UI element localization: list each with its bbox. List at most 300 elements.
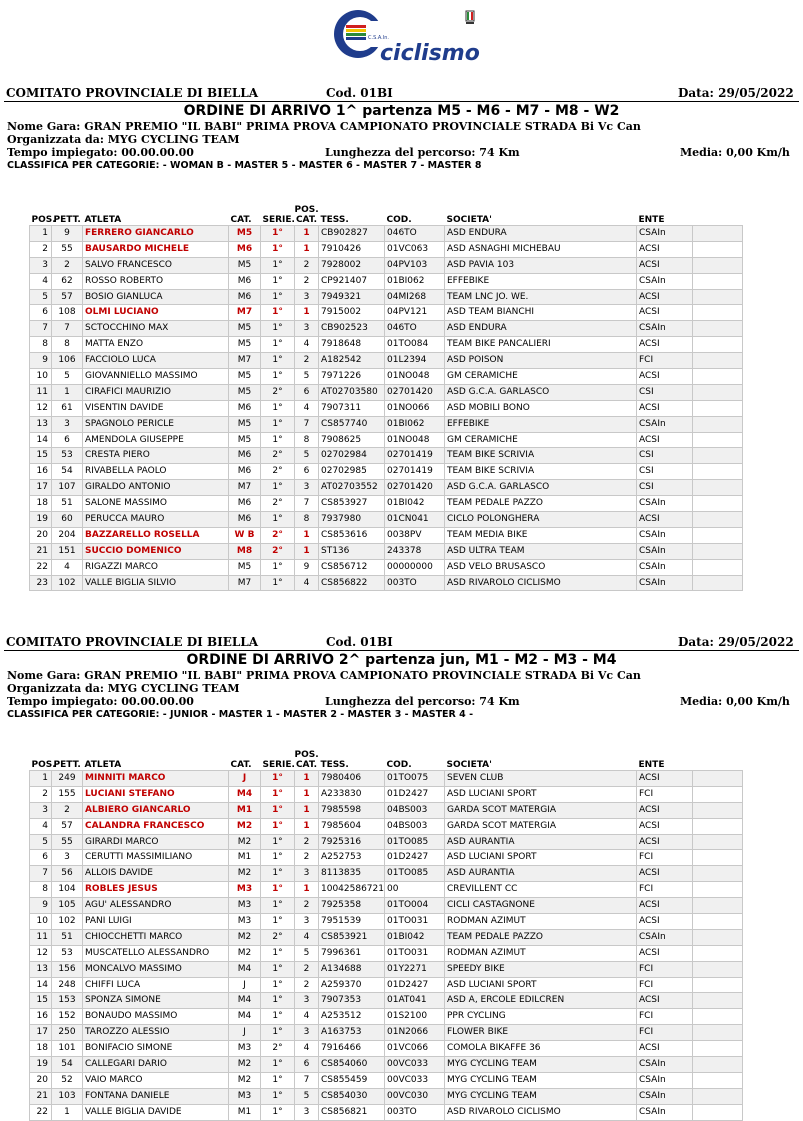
team-code: 02701419 — [385, 464, 445, 480]
cod-header: COD. — [386, 760, 412, 770]
position: 4 — [30, 818, 52, 834]
athlete-name: MONCALVO MASSIMO — [83, 961, 229, 977]
position: 15 — [30, 993, 52, 1009]
table-row — [30, 882, 743, 898]
committee-name: COMITATO PROVINCIALE DI BIELLA — [6, 86, 259, 100]
athlete-name: LUCIANI STEFANO — [83, 786, 229, 802]
category: M5 — [229, 559, 261, 575]
entity: CSAIn — [637, 416, 693, 432]
time-elapsed: Tempo impiegato: 00.00.00.00 — [7, 695, 194, 708]
entity: FCI — [637, 961, 693, 977]
entity: ACSI — [637, 337, 693, 353]
category: M2 — [229, 818, 261, 834]
category: M6 — [229, 289, 261, 305]
category: M3 — [229, 882, 261, 898]
bib-number: 5 — [52, 369, 83, 385]
athlete-name: VALLE BIGLIA SILVIO — [83, 575, 229, 591]
team-code: 01TO085 — [385, 866, 445, 882]
license-number: CB902827 — [319, 226, 385, 242]
team-name: ASD ULTRA TEAM — [445, 543, 637, 559]
table-row — [30, 914, 743, 930]
entity: ACSI — [637, 257, 693, 273]
entity: CSAIn — [637, 496, 693, 512]
entity: CSAIn — [637, 1104, 693, 1120]
table-row — [30, 993, 743, 1009]
race-stats — [0, 695, 803, 708]
athlete-name: RIVABELLA PAOLO — [83, 464, 229, 480]
series: 1° — [261, 914, 295, 930]
entity: CSAIn — [637, 1072, 693, 1088]
category-position: 1 — [295, 226, 319, 242]
license-number: 10042586721 — [319, 882, 385, 898]
category-position: 2 — [295, 961, 319, 977]
position: 19 — [30, 1057, 52, 1073]
category: M7 — [229, 575, 261, 591]
bib-number: 108 — [52, 305, 83, 321]
athlete-name: MATTA ENZO — [83, 337, 229, 353]
position: 23 — [30, 575, 52, 591]
bib-number: 151 — [52, 543, 83, 559]
category-position: 6 — [295, 1057, 319, 1073]
entity: FCI — [637, 882, 693, 898]
table-row — [30, 400, 743, 416]
spacer-cell — [693, 1072, 743, 1088]
spacer-cell — [693, 1025, 743, 1041]
category-position: 5 — [295, 1088, 319, 1104]
entity: ACSI — [637, 1041, 693, 1057]
entity: CSAIn — [637, 527, 693, 543]
athlete-name: RIGAZZI MARCO — [83, 559, 229, 575]
team-name: CICLI CASTAGNONE — [445, 898, 637, 914]
category: M4 — [229, 1009, 261, 1025]
spacer-cell — [693, 961, 743, 977]
bib-number: 102 — [52, 575, 83, 591]
position: 5 — [30, 289, 52, 305]
pett-header: PETT. — [53, 760, 81, 770]
category-position: 1 — [295, 882, 319, 898]
team-code: 04BS003 — [385, 802, 445, 818]
bib-number: 152 — [52, 1009, 83, 1025]
category: M7 — [229, 305, 261, 321]
team-name: GARDA SCOT MATERGIA — [445, 818, 637, 834]
series: 1° — [261, 802, 295, 818]
category: M4 — [229, 961, 261, 977]
table-row — [30, 575, 743, 591]
athlete-name: FERRERO GIANCARLO — [83, 226, 229, 242]
race-date: Data: 29/05/2022 — [678, 635, 794, 649]
category-position: 5 — [295, 945, 319, 961]
category: M5 — [229, 337, 261, 353]
table-row — [30, 1025, 743, 1041]
series: 1° — [261, 353, 295, 369]
position: 3 — [30, 802, 52, 818]
team-code: 00VC033 — [385, 1057, 445, 1073]
position: 13 — [30, 961, 52, 977]
category: M2 — [229, 1057, 261, 1073]
spacer-cell — [693, 273, 743, 289]
bib-number: 60 — [52, 512, 83, 528]
results-table-2 — [29, 746, 743, 1121]
spacer-cell — [693, 241, 743, 257]
table-row — [30, 289, 743, 305]
team-code: 01N2066 — [385, 1025, 445, 1041]
table-row — [30, 543, 743, 559]
spacer-cell — [693, 929, 743, 945]
team-code: 01TO075 — [385, 771, 445, 787]
category-position: 8 — [295, 512, 319, 528]
position: 11 — [30, 384, 52, 400]
team-name: CICLO POLONGHERA — [445, 512, 637, 528]
series: 1° — [261, 1104, 295, 1120]
category-position: 1 — [295, 543, 319, 559]
team-name: ASD PAVIA 103 — [445, 257, 637, 273]
team-name: EFFEBIKE — [445, 416, 637, 432]
bib-number: 106 — [52, 353, 83, 369]
category: M8 — [229, 543, 261, 559]
spacer-cell — [693, 480, 743, 496]
table-row — [30, 273, 743, 289]
team-name: ASD G.C.A. GARLASCO — [445, 384, 637, 400]
athlete-name: BONAUDO MASSIMO — [83, 1009, 229, 1025]
series: 1° — [261, 898, 295, 914]
team-name: ASD LUCIANI SPORT — [445, 850, 637, 866]
category: M3 — [229, 914, 261, 930]
cat-header: CAT. — [230, 215, 252, 225]
athlete-name: FONTANA DANIELE — [83, 1088, 229, 1104]
athlete-name: SUCCIO DOMENICO — [83, 543, 229, 559]
team-code: 01TO085 — [385, 834, 445, 850]
serie-header: SERIE. — [262, 215, 295, 225]
series: 1° — [261, 512, 295, 528]
license-number: 7915002 — [319, 305, 385, 321]
category: M7 — [229, 353, 261, 369]
team-code: 00 — [385, 882, 445, 898]
entity: CSAIn — [637, 575, 693, 591]
spacer-cell — [693, 914, 743, 930]
table-row — [30, 384, 743, 400]
team-code: 01AT041 — [385, 993, 445, 1009]
license-number: 7937980 — [319, 512, 385, 528]
license-number: A252753 — [319, 850, 385, 866]
category-position: 1 — [295, 786, 319, 802]
category: M3 — [229, 1041, 261, 1057]
entity: FCI — [637, 1009, 693, 1025]
team-name: ASD RIVAROLO CICLISMO — [445, 1104, 637, 1120]
team-code: 046TO — [385, 321, 445, 337]
series: 1° — [261, 369, 295, 385]
entity: ACSI — [637, 305, 693, 321]
spacer-cell — [693, 369, 743, 385]
spacer-cell — [693, 226, 743, 242]
team-code: 01BI062 — [385, 273, 445, 289]
bib-number: 2 — [52, 257, 83, 273]
athlete-name: MUSCATELLO ALESSANDRO — [83, 945, 229, 961]
team-name: ASD VELO BRUSASCO — [445, 559, 637, 575]
table-header-row — [30, 201, 743, 226]
category-position: 4 — [295, 400, 319, 416]
team-code: 01D2427 — [385, 850, 445, 866]
pos-header: POS. — [31, 760, 56, 770]
category-position: 8 — [295, 432, 319, 448]
bib-number: 61 — [52, 400, 83, 416]
category-position: 4 — [295, 929, 319, 945]
category: M5 — [229, 416, 261, 432]
series: 1° — [261, 1025, 295, 1041]
license-number: 7985604 — [319, 818, 385, 834]
category: M1 — [229, 1104, 261, 1120]
time-elapsed: Tempo impiegato: 00.00.00.00 — [7, 146, 194, 159]
license-number: CS854060 — [319, 1057, 385, 1073]
csain-ciclismo-logo — [330, 8, 480, 64]
series: 1° — [261, 321, 295, 337]
series: 1° — [261, 273, 295, 289]
team-code: 02701419 — [385, 448, 445, 464]
position: 12 — [30, 400, 52, 416]
bib-number: 2 — [52, 802, 83, 818]
team-name: TEAM PEDALE PAZZO — [445, 496, 637, 512]
spacer-cell — [693, 977, 743, 993]
bib-number: 156 — [52, 961, 83, 977]
spacer-cell — [693, 337, 743, 353]
team-code: 04PV103 — [385, 257, 445, 273]
position: 8 — [30, 337, 52, 353]
athlete-name: TAROZZO ALESSIO — [83, 1025, 229, 1041]
team-name: ASD LUCIANI SPORT — [445, 786, 637, 802]
series: 1° — [261, 400, 295, 416]
series: 1° — [261, 1057, 295, 1073]
position: 6 — [30, 850, 52, 866]
entity: CSAIn — [637, 929, 693, 945]
position: 9 — [30, 898, 52, 914]
category: M3 — [229, 898, 261, 914]
category-position: 3 — [295, 289, 319, 305]
category-position: 3 — [295, 993, 319, 1009]
team-name: TEAM BIKE SCRIVIA — [445, 448, 637, 464]
athlete-name: PANI LUIGI — [83, 914, 229, 930]
position: 12 — [30, 945, 52, 961]
position: 3 — [30, 257, 52, 273]
team-name: ASD TEAM BIANCHI — [445, 305, 637, 321]
category: M7 — [229, 480, 261, 496]
entity: CSAIn — [637, 559, 693, 575]
position: 7 — [30, 866, 52, 882]
table-row — [30, 802, 743, 818]
average-speed: Media: 0,00 Km/h — [680, 695, 790, 708]
position: 21 — [30, 1088, 52, 1104]
license-number: 7949321 — [319, 289, 385, 305]
entity: ACSI — [637, 866, 693, 882]
license-number: A134688 — [319, 961, 385, 977]
cat-header: CAT. — [230, 760, 252, 770]
license-number: 7918648 — [319, 337, 385, 353]
athlete-name: VALLE BIGLIA DAVIDE — [83, 1104, 229, 1120]
bib-number: 54 — [52, 464, 83, 480]
table-row — [30, 1041, 743, 1057]
entity: FCI — [637, 786, 693, 802]
spacer-header — [693, 746, 743, 771]
category: M3 — [229, 1088, 261, 1104]
series: 1° — [261, 289, 295, 305]
category: M5 — [229, 321, 261, 337]
athlete-name: GIRALDO ANTONIO — [83, 480, 229, 496]
spacer-cell — [693, 305, 743, 321]
category: M6 — [229, 496, 261, 512]
team-name: ASD ENDURA — [445, 321, 637, 337]
table-row — [30, 1009, 743, 1025]
series: 1° — [261, 432, 295, 448]
license-number: CS853616 — [319, 527, 385, 543]
spacer-cell — [693, 559, 743, 575]
category: J — [229, 771, 261, 787]
bib-number: 57 — [52, 818, 83, 834]
bib-number: 155 — [52, 786, 83, 802]
position: 18 — [30, 1041, 52, 1057]
series: 2° — [261, 543, 295, 559]
team-code: 01L2394 — [385, 353, 445, 369]
position: 2 — [30, 786, 52, 802]
team-name: GM CERAMICHE — [445, 369, 637, 385]
position: 8 — [30, 882, 52, 898]
spacer-cell — [693, 1104, 743, 1120]
cod-header: COD. — [386, 215, 412, 225]
spacer-cell — [693, 400, 743, 416]
bib-number: 248 — [52, 977, 83, 993]
license-number: 7996361 — [319, 945, 385, 961]
athlete-name: CALLEGARI DARIO — [83, 1057, 229, 1073]
license-number: 7907311 — [319, 400, 385, 416]
category-position: 1 — [295, 241, 319, 257]
results-title: ORDINE DI ARRIVO 1^ partenza M5 - M6 - M7 - M8 - W2 — [183, 103, 620, 119]
spacer-cell — [693, 1057, 743, 1073]
series: 1° — [261, 977, 295, 993]
series: 1° — [261, 771, 295, 787]
table-row — [30, 305, 743, 321]
societa-header: SOCIETA' — [446, 215, 492, 225]
category-list: CLASSIFICA PER CATEGORIE: - WOMAN B - MASTER 5 - MASTER 6 - MASTER 7 - MASTER 8 — [7, 160, 482, 171]
tess-header: TESS. — [320, 215, 349, 225]
team-code: 01TO031 — [385, 914, 445, 930]
entity: CSI — [637, 384, 693, 400]
license-number: A182542 — [319, 353, 385, 369]
section-header — [4, 86, 799, 102]
team-name: GARDA SCOT MATERGIA — [445, 802, 637, 818]
athlete-name: VAIO MARCO — [83, 1072, 229, 1088]
table-row — [30, 448, 743, 464]
license-number: CS856712 — [319, 559, 385, 575]
team-name: FLOWER BIKE — [445, 1025, 637, 1041]
bib-number: 56 — [52, 866, 83, 882]
team-name: TEAM MEDIA BIKE — [445, 527, 637, 543]
license-number: A233830 — [319, 786, 385, 802]
team-name: ASD AURANTIA — [445, 834, 637, 850]
entity: CSI — [637, 448, 693, 464]
athlete-name: AMENDOLA GIUSEPPE — [83, 432, 229, 448]
spacer-cell — [693, 771, 743, 787]
spacer-cell — [693, 993, 743, 1009]
category: M5 — [229, 257, 261, 273]
bib-number: 4 — [52, 559, 83, 575]
race-date: Data: 29/05/2022 — [678, 86, 794, 100]
category-position: 1 — [295, 527, 319, 543]
team-code: 04MI268 — [385, 289, 445, 305]
license-number: 7951539 — [319, 914, 385, 930]
table-row — [30, 786, 743, 802]
athlete-name: OLMI LUCIANO — [83, 305, 229, 321]
bib-number: 53 — [52, 945, 83, 961]
bib-number: 54 — [52, 1057, 83, 1073]
category-position: 9 — [295, 559, 319, 575]
series: 1° — [261, 961, 295, 977]
bib-number: 250 — [52, 1025, 83, 1041]
team-name: ASD AURANTIA — [445, 866, 637, 882]
entity: ACSI — [637, 834, 693, 850]
entity: ACSI — [637, 241, 693, 257]
license-number: CS853927 — [319, 496, 385, 512]
spacer-cell — [693, 882, 743, 898]
position: 11 — [30, 929, 52, 945]
spacer-cell — [693, 786, 743, 802]
category: M2 — [229, 834, 261, 850]
category: M6 — [229, 273, 261, 289]
team-name: PPR CYCLING — [445, 1009, 637, 1025]
license-number: CS853921 — [319, 929, 385, 945]
spacer-cell — [693, 496, 743, 512]
entity: ACSI — [637, 802, 693, 818]
athlete-name: BAUSARDO MICHELE — [83, 241, 229, 257]
team-code: 046TO — [385, 226, 445, 242]
spacer-cell — [693, 850, 743, 866]
spacer-cell — [693, 384, 743, 400]
license-number: 8113835 — [319, 866, 385, 882]
category: M5 — [229, 432, 261, 448]
series: 1° — [261, 786, 295, 802]
category-list: CLASSIFICA PER CATEGORIE: - JUNIOR - MASTER 1 - MASTER 2 - MASTER 3 - MASTER 4 - — [7, 709, 474, 720]
entity: FCI — [637, 977, 693, 993]
table-row — [30, 771, 743, 787]
license-number: 7907353 — [319, 993, 385, 1009]
position: 13 — [30, 416, 52, 432]
table-row — [30, 512, 743, 528]
table-row — [30, 898, 743, 914]
series: 1° — [261, 241, 295, 257]
spacer-cell — [693, 464, 743, 480]
position: 6 — [30, 305, 52, 321]
table-row — [30, 337, 743, 353]
team-name: SPEEDY BIKE — [445, 961, 637, 977]
category-position: 7 — [295, 416, 319, 432]
category-position: 7 — [295, 496, 319, 512]
poscat-header: POS. CAT. — [294, 750, 319, 770]
table-row — [30, 929, 743, 945]
category-position: 1 — [295, 305, 319, 321]
category-position: 2 — [295, 257, 319, 273]
team-name: COMOLA BIKAFFE 36 — [445, 1041, 637, 1057]
team-code: 003TO — [385, 575, 445, 591]
coni-icon — [464, 10, 476, 26]
bib-number: 62 — [52, 273, 83, 289]
team-code: 01BI042 — [385, 496, 445, 512]
team-name: CREVILLENT CC — [445, 882, 637, 898]
entity: FCI — [637, 353, 693, 369]
category-position: 5 — [295, 448, 319, 464]
entity: CSI — [637, 480, 693, 496]
license-number: A259370 — [319, 977, 385, 993]
category: M5 — [229, 369, 261, 385]
spacer-cell — [693, 543, 743, 559]
poscat-header: POS. CAT. — [294, 205, 319, 225]
license-number: CS854030 — [319, 1088, 385, 1104]
tess-header: TESS. — [320, 760, 349, 770]
